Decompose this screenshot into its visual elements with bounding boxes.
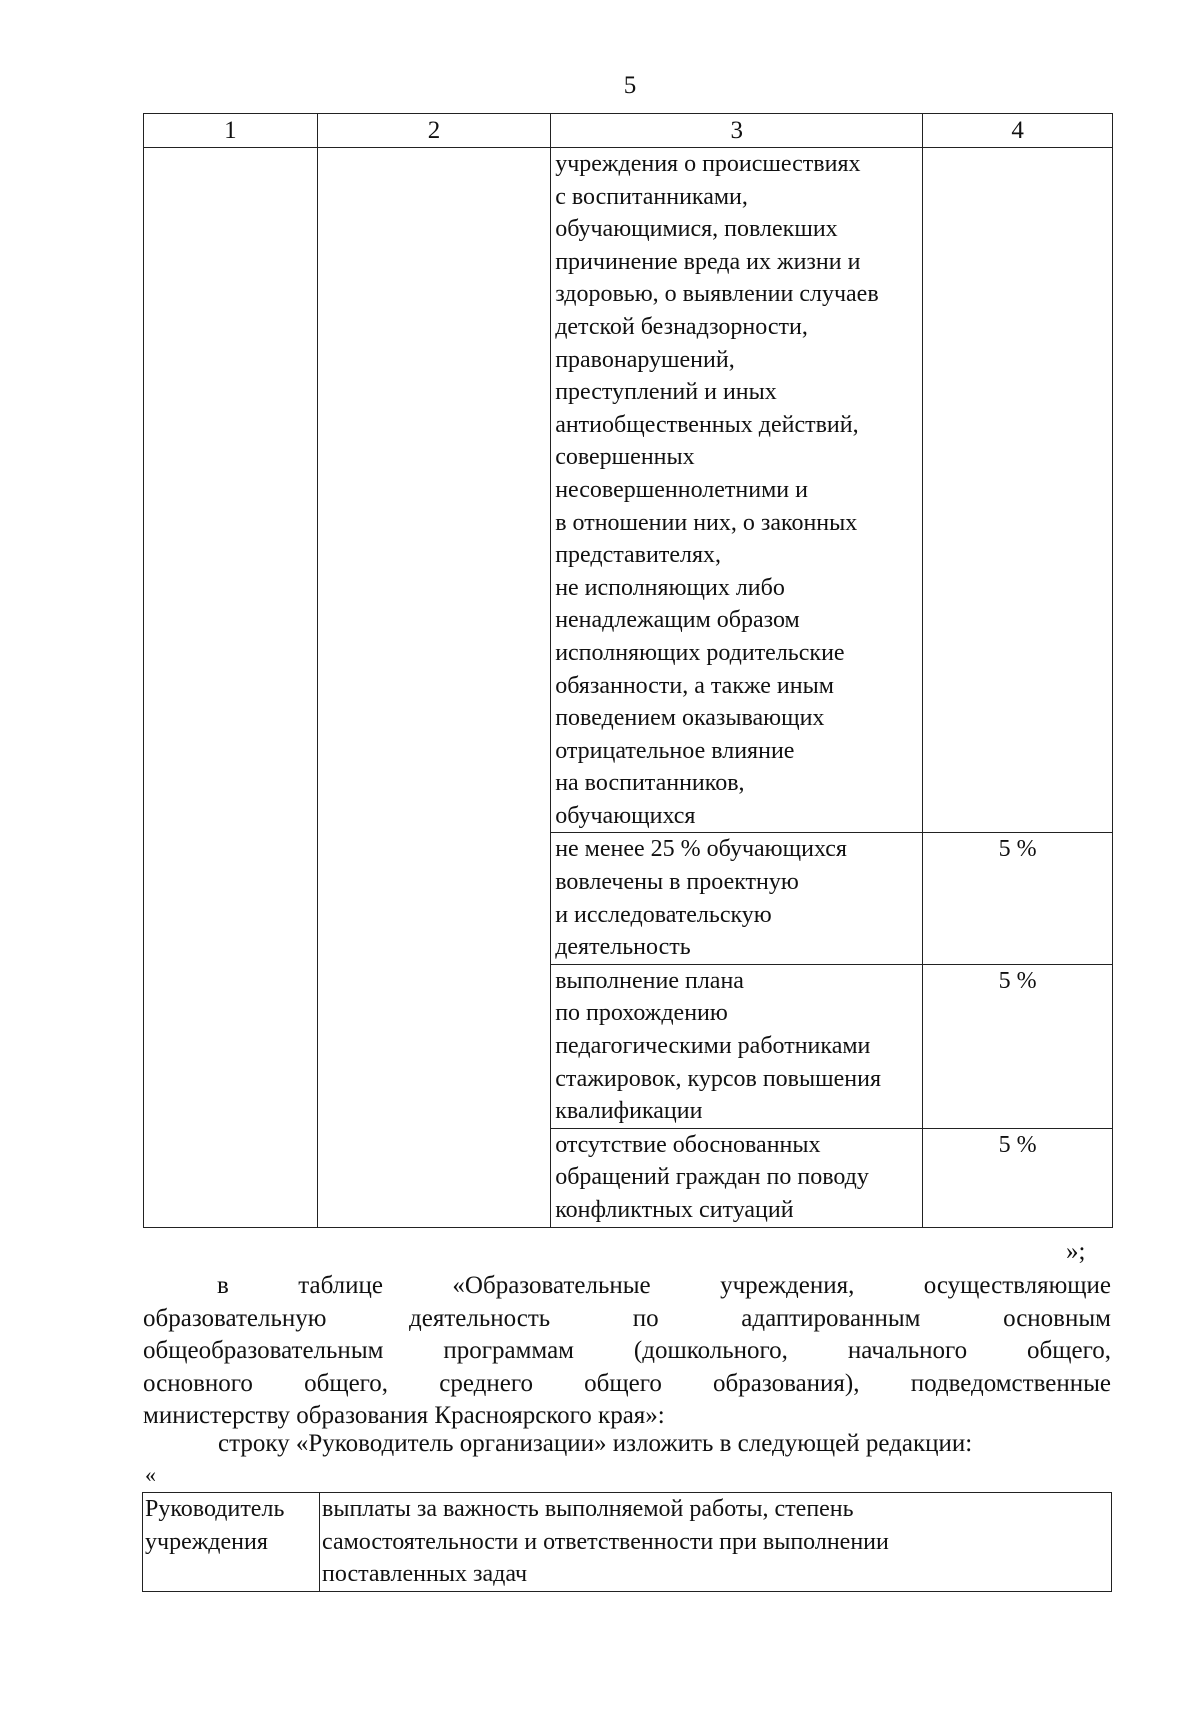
closing-quote: »;	[1066, 1238, 1086, 1265]
page-number: 5	[623, 72, 637, 99]
paragraph-line: образовательную деятельность по адаптированным основным	[143, 1304, 1111, 1332]
replacement-row-table	[142, 1492, 1112, 1592]
paragraph-line: основного общего, среднего общего образования), подведомственные	[143, 1369, 1111, 1397]
value-cell: 5 %	[923, 964, 1113, 1128]
value-cell	[923, 148, 1113, 833]
table-header-row	[144, 114, 1113, 148]
column-header-1: 1	[144, 114, 318, 148]
payments-cell: выплаты за важность выполняемой работы, степень самостоятельности и ответственности при выполнении поставленных задач	[320, 1493, 1112, 1592]
position-cell: Руководитель учреждения	[143, 1493, 320, 1592]
table-row	[144, 148, 1113, 833]
column-header-4: 4	[923, 114, 1113, 148]
value-cell: 5 %	[923, 833, 1113, 964]
criterion-cell: учреждения о происшествиях с воспитанниками, обучающимися, повлекших причинение вреда их жизни и здоровью, о выявлении случаев детской безнадзорности, правонарушений, преступлений и иных антиобщественных действий, совершенных несовершеннолетними и в отношении них, о законных представителях, не исполняющих либо ненадлежащим образом исполняющих родительские обязанности, а также иным поведением оказывающих отрицательное влияние на воспитанников, обучающихся	[551, 148, 923, 833]
paragraph-line: в таблице «Образовательные учреждения, осуществляющие	[217, 1272, 1111, 1299]
paragraph-line: министерству образования Красноярского края»:	[143, 1402, 665, 1429]
instruction-line: строку «Руководитель организации» изложить в следующей редакции:	[218, 1430, 973, 1457]
empty-cell-col1	[144, 148, 318, 1228]
column-header-3: 3	[551, 114, 923, 148]
table-row	[143, 1493, 1112, 1592]
empty-cell-col2	[317, 148, 550, 1228]
criterion-cell: отсутствие обоснованных обращений граждан по поводу конфликтных ситуаций	[551, 1128, 923, 1227]
paragraph-line: общеобразовательным программам (дошкольного, начального общего,	[143, 1337, 1111, 1364]
value-cell: 5 %	[923, 1128, 1113, 1227]
criterion-cell: не менее 25 % обучающихся вовлечены в проектную и исследовательскую деятельность	[551, 833, 923, 964]
column-header-2: 2	[317, 114, 550, 148]
opening-quote: «	[145, 1462, 156, 1487]
body-paragraph	[143, 1270, 1111, 1433]
criteria-table	[143, 113, 1113, 1228]
criterion-cell: выполнение плана по прохождению педагогическими работниками стажировок, курсов повышения квалификации	[551, 964, 923, 1128]
